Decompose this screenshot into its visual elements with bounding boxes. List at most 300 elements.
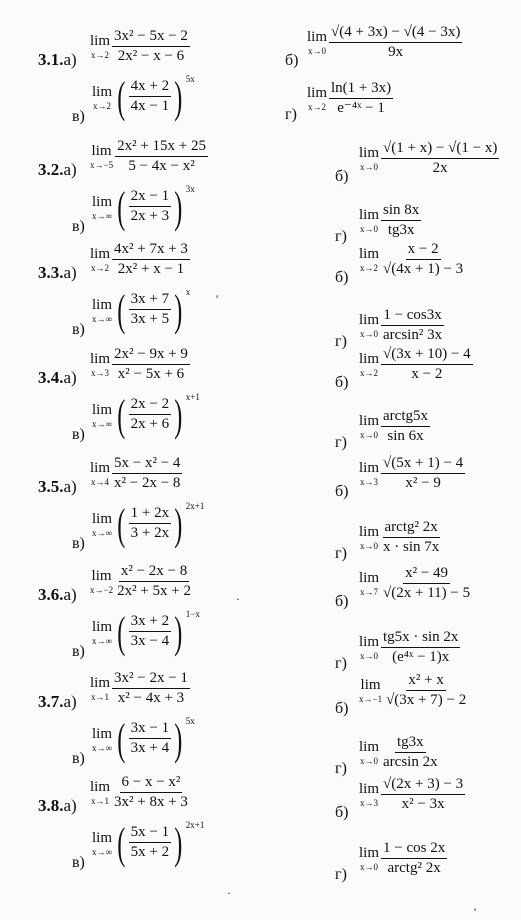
limit-operator (359, 313, 379, 339)
lim-subscript: x→2 (91, 49, 109, 60)
lim-subscript: x→0 (360, 540, 378, 551)
sub-label-g: г) (335, 866, 347, 883)
fraction (381, 629, 460, 667)
fraction (129, 613, 171, 651)
limit-expression (359, 408, 430, 446)
limit-expression (359, 519, 441, 557)
sub-label-g: г) (335, 333, 347, 350)
sub-label-g: г) (335, 545, 347, 562)
lim-subscript: x→1 (91, 691, 109, 702)
denominator: x² − 4x + 3 (117, 690, 185, 707)
fraction (329, 80, 393, 118)
limit-expression (90, 346, 190, 384)
limit-expression (90, 28, 190, 66)
limit-operator (92, 620, 112, 646)
sub-label-b: б) (335, 483, 349, 500)
exponent: 2x+1 (185, 501, 205, 511)
parenthesized-power (114, 183, 195, 232)
left-paren: ( (117, 608, 126, 657)
numerator: √(2x + 3) − 3 (381, 776, 465, 795)
numerator: 1 − cos3x (381, 307, 443, 326)
limit-expression (90, 774, 190, 812)
left-paren: ( (117, 391, 126, 440)
fraction (381, 241, 465, 279)
numerator: 3x² − 5x − 2 (112, 28, 190, 47)
lim-word: lim (91, 567, 112, 584)
fraction (115, 563, 193, 601)
limit-expression (359, 455, 465, 493)
right-paren: ) (174, 391, 183, 440)
problem-number (38, 477, 77, 497)
limit-expression (359, 202, 421, 240)
limit-expression (359, 565, 472, 603)
lim-word: lim (359, 311, 380, 328)
fraction (381, 734, 440, 772)
sub-label-b: б) (335, 804, 349, 821)
right-paren: ) (174, 500, 183, 549)
fraction (129, 720, 171, 758)
lim-word: lim (359, 459, 380, 476)
sub-label-b: б) (335, 269, 349, 286)
scan-speck: · (236, 592, 240, 606)
lim-subscript: x→3 (360, 797, 378, 808)
lim-subscript: x→∞ (92, 527, 112, 538)
lim-subscript: x→0 (360, 861, 378, 872)
limit-expression (92, 391, 200, 440)
denominator: e⁻⁴ˣ − 1 (337, 100, 385, 117)
sub-label-v: в) (72, 854, 85, 871)
limit-expression (92, 73, 195, 122)
exponent: 5x (185, 74, 195, 84)
left-paren: ( (117, 819, 126, 868)
numerator: √(1 + x) − √(1 − x) (381, 140, 499, 159)
limit-expression (359, 307, 444, 345)
sub-label-v: в) (72, 108, 85, 125)
right-paren: ) (174, 819, 183, 868)
denominator: 9x (388, 44, 404, 61)
lim-subscript: x→0 (360, 161, 378, 172)
lim-subscript: x→2 (93, 100, 111, 111)
lim-word: lim (307, 28, 328, 45)
limit-expression (92, 608, 200, 657)
lim-subscript: x→∞ (92, 846, 112, 857)
exponent: 3x (185, 184, 195, 194)
lim-word: lim (359, 412, 380, 429)
problem-number (38, 368, 77, 388)
lim-subscript: x→7 (360, 586, 378, 597)
denominator: 2x² + 5x + 2 (117, 583, 191, 600)
numerator: x² + x (406, 672, 445, 691)
fraction (381, 307, 444, 345)
denominator: sin 6x (387, 428, 424, 445)
sub-label-v: в) (72, 643, 85, 660)
limit-expression (359, 840, 447, 878)
exponent: x+1 (185, 392, 200, 402)
lim-word: lim (360, 676, 381, 693)
limit-expression (90, 455, 182, 493)
left-paren: ( (117, 286, 126, 335)
fraction (329, 24, 462, 62)
denominator: x² − 3x (401, 796, 445, 813)
denominator: 2x² − x − 6 (117, 48, 185, 65)
scan-speck: · (227, 886, 231, 900)
lim-subscript: x→0 (360, 223, 378, 234)
denominator: arctg² 2x (387, 860, 441, 877)
limit-expression (90, 670, 190, 708)
numerator: tg5x · sin 2x (381, 629, 460, 648)
lim-subscript: x→0 (308, 45, 326, 56)
fraction (129, 188, 171, 226)
numerator: 6 − x − x² (120, 774, 183, 793)
problem-number-text: 3.6. (38, 585, 64, 604)
lim-word: lim (359, 738, 380, 755)
limit-operator (90, 676, 110, 702)
lim-word: lim (92, 83, 113, 100)
parenthesized-power (114, 608, 200, 657)
fraction (115, 138, 208, 176)
sub-label-g: г) (335, 228, 347, 245)
numerator: 5x − x² − 4 (112, 455, 182, 474)
denominator: 3x − 4 (130, 633, 170, 650)
lim-word: lim (90, 459, 111, 476)
lim-subscript: x→∞ (92, 742, 112, 753)
problem-number-text: 3.4. (38, 368, 64, 387)
limit-operator (359, 146, 379, 172)
numerator: 4x + 2 (129, 78, 171, 97)
limit-expression (92, 715, 195, 764)
problem-number (38, 160, 77, 180)
lim-subscript: x→4 (91, 476, 109, 487)
sub-label-a: а) (63, 692, 77, 711)
sub-label-v: в) (72, 750, 85, 767)
sub-label-v: в) (72, 321, 85, 338)
limit-operator (92, 403, 112, 429)
sub-label-b: б) (335, 168, 349, 185)
lim-subscript: x→−5 (90, 159, 114, 170)
sub-label-a: а) (63, 160, 77, 179)
sub-label-g: г) (335, 655, 347, 672)
denominator: (e⁴ˣ − 1)x (392, 649, 450, 666)
limit-operator (92, 831, 112, 857)
sub-label-a: а) (63, 477, 77, 496)
fraction (381, 346, 473, 384)
limit-operator (359, 247, 379, 273)
denominator: x² − 5x + 6 (117, 366, 185, 383)
fraction (129, 78, 171, 116)
lim-word: lim (359, 780, 380, 797)
limit-operator (359, 461, 379, 487)
limit-expression (359, 776, 465, 814)
numerator: 2x² − 9x + 9 (112, 346, 190, 365)
denominator: 2x + 6 (130, 416, 170, 433)
numerator: √(3x + 10) − 4 (381, 346, 473, 365)
denominator: 2x (432, 160, 448, 177)
numerator: arctg5x (381, 408, 430, 427)
left-paren: ( (117, 500, 126, 549)
limit-operator (90, 247, 110, 273)
numerator: x² − 49 (403, 565, 450, 584)
limit-operator (90, 34, 110, 60)
problem-number-text: 3.3. (38, 263, 64, 282)
sub-label-b: б) (335, 374, 349, 391)
sub-label-a: а) (63, 368, 77, 387)
lim-word: lim (359, 633, 380, 650)
limit-expression (359, 629, 460, 667)
limit-operator (92, 298, 112, 324)
limit-operator (92, 195, 112, 221)
limit-operator (359, 208, 379, 234)
fraction (129, 505, 171, 543)
limit-operator (359, 525, 379, 551)
numerator: arctg² 2x (383, 519, 440, 538)
limit-operator (90, 780, 110, 806)
fraction (112, 455, 182, 493)
lim-subscript: x→0 (360, 429, 378, 440)
limit-expression (359, 346, 473, 384)
lim-word: lim (359, 523, 380, 540)
limit-operator (359, 414, 379, 440)
limit-operator (307, 86, 327, 112)
problem-number (38, 263, 77, 283)
sub-label-a: а) (63, 50, 77, 69)
parenthesized-power (114, 715, 195, 764)
limit-operator (359, 571, 379, 597)
right-paren: ) (174, 73, 183, 122)
sub-label-a: а) (63, 263, 77, 282)
limit-operator (307, 30, 327, 56)
left-paren: ( (117, 73, 126, 122)
problem-number-text: 3.2. (38, 160, 64, 179)
fraction (129, 291, 171, 329)
numerator: √(5x + 1) − 4 (381, 455, 465, 474)
numerator: sin 8x (381, 202, 421, 221)
denominator: 3x + 4 (130, 740, 170, 757)
limit-expression (90, 563, 193, 601)
lim-word: lim (92, 401, 113, 418)
limit-operator (90, 144, 113, 170)
right-paren: ) (174, 608, 183, 657)
lim-word: lim (359, 844, 380, 861)
problem-number (38, 692, 77, 712)
fraction (112, 241, 190, 279)
lim-subscript: x→0 (360, 650, 378, 661)
fraction (129, 396, 171, 434)
lim-subscript: x→∞ (92, 313, 112, 324)
sub-label-b: б) (285, 52, 299, 69)
sub-label-g: г) (335, 434, 347, 451)
sub-label-v: в) (72, 535, 85, 552)
lim-word: lim (92, 725, 113, 742)
denominator: 3 + 2x (130, 525, 170, 542)
exponent: x (185, 287, 191, 297)
limit-operator (359, 782, 379, 808)
denominator: 2x² + x − 1 (117, 261, 185, 278)
parenthesized-power (114, 819, 205, 868)
exponent: 5x (185, 716, 195, 726)
lim-word: lim (90, 245, 111, 262)
lim-word: lim (92, 829, 113, 846)
lim-subscript: x→−2 (90, 584, 114, 595)
lim-subscript: x→∞ (92, 635, 112, 646)
limit-operator (90, 352, 110, 378)
limit-expression (92, 819, 205, 868)
lim-subscript: x→3 (91, 367, 109, 378)
left-paren: ( (117, 183, 126, 232)
denominator: x² − 2x − 8 (114, 475, 181, 492)
lim-subscript: x→0 (360, 755, 378, 766)
lim-word: lim (90, 350, 111, 367)
lim-subscript: x→1 (91, 795, 109, 806)
fraction (112, 346, 190, 384)
limit-expression (92, 183, 195, 232)
limit-expression (307, 80, 393, 118)
numerator: tg3x (395, 734, 426, 753)
denominator: √(2x + 11) − 5 (383, 585, 471, 602)
denominator: √(3x + 7) − 2 (386, 692, 467, 709)
fraction (381, 776, 465, 814)
denominator: x − 2 (411, 366, 443, 383)
exponent: 2x+1 (185, 820, 205, 830)
limit-operator (359, 846, 379, 872)
limit-operator (92, 727, 112, 753)
numerator: 3x − 1 (129, 720, 171, 739)
numerator: 2x² + 15x + 25 (115, 138, 208, 157)
exponent: 1−x (185, 609, 200, 619)
sub-label-v: в) (72, 426, 85, 443)
lim-subscript: x→2 (360, 367, 378, 378)
fraction (129, 824, 171, 862)
lim-subscript: x→0 (360, 328, 378, 339)
lim-word: lim (359, 206, 380, 223)
lim-subscript: x→2 (91, 262, 109, 273)
numerator: 3x + 7 (129, 291, 171, 310)
parenthesized-power (114, 286, 191, 335)
denominator: arcsin² 3x (383, 327, 443, 344)
limit-operator (359, 352, 379, 378)
sub-label-v: в) (72, 218, 85, 235)
lim-word: lim (359, 144, 380, 161)
denominator: tg3x (387, 222, 415, 239)
fraction (384, 672, 468, 710)
denominator: √(4x + 1) − 3 (383, 261, 464, 278)
limit-operator (359, 740, 379, 766)
numerator: 1 + 2x (129, 505, 171, 524)
fraction (112, 774, 190, 812)
sub-label-b: б) (335, 593, 349, 610)
problem-number (38, 796, 77, 816)
problem-number-text: 3.8. (38, 796, 64, 815)
denominator: 4x − 1 (130, 98, 170, 115)
fraction (112, 670, 190, 708)
lim-word: lim (90, 778, 111, 795)
problem-number-text: 3.5. (38, 477, 64, 496)
lim-word: lim (359, 350, 380, 367)
lim-word: lim (359, 569, 380, 586)
problem-number (38, 585, 77, 605)
problem-number (38, 50, 77, 70)
limit-expression (359, 734, 440, 772)
lim-subscript: x→2 (308, 101, 326, 112)
denominator: 3x + 5 (130, 311, 170, 328)
sub-label-a: а) (63, 585, 77, 604)
fraction (381, 519, 441, 557)
scan-speck: ' (474, 905, 477, 919)
parenthesized-power (114, 391, 200, 440)
lim-word: lim (92, 296, 113, 313)
limit-expression (90, 138, 208, 176)
lim-word: lim (92, 618, 113, 635)
lim-subscript: x→∞ (92, 210, 112, 221)
sub-label-g: г) (285, 106, 297, 123)
numerator: √(4 + 3x) − √(4 − 3x) (329, 24, 462, 43)
problem-number-text: 3.1. (38, 50, 64, 69)
numerator: 1 − cos 2x (381, 840, 447, 859)
lim-word: lim (90, 674, 111, 691)
fraction (381, 455, 465, 493)
fraction (112, 28, 190, 66)
lim-word: lim (359, 245, 380, 262)
limit-operator (90, 461, 110, 487)
numerator: 2x − 2 (129, 396, 171, 415)
denominator: x² − 9 (405, 475, 441, 492)
lim-word: lim (91, 142, 112, 159)
numerator: 4x² + 7x + 3 (112, 241, 190, 260)
lim-word: lim (92, 193, 113, 210)
numerator: 5x − 1 (129, 824, 171, 843)
limit-operator (359, 678, 382, 704)
limit-operator (90, 569, 113, 595)
parenthesized-power (114, 500, 205, 549)
right-paren: ) (174, 715, 183, 764)
lim-subscript: x→3 (360, 476, 378, 487)
limit-operator (359, 635, 379, 661)
limit-operator (92, 85, 112, 111)
sub-label-g: г) (335, 760, 347, 777)
sub-label-b: б) (335, 700, 349, 717)
fraction (381, 140, 499, 178)
denominator: x · sin 7x (383, 539, 440, 556)
left-paren: ( (117, 715, 126, 764)
limit-expression (359, 241, 465, 279)
numerator: 2x − 1 (129, 188, 171, 207)
parenthesized-power (114, 73, 195, 122)
denominator: arcsin 2x (383, 754, 438, 771)
fraction (381, 565, 472, 603)
lim-word: lim (92, 510, 113, 527)
fraction (381, 202, 421, 240)
lim-word: lim (90, 32, 111, 49)
limit-operator (92, 512, 112, 538)
limit-expression (92, 500, 205, 549)
numerator: x − 2 (406, 241, 441, 260)
limit-expression (359, 672, 468, 710)
fraction (381, 840, 447, 878)
sub-label-a: а) (63, 796, 77, 815)
right-paren: ) (174, 183, 183, 232)
denominator: 5x + 2 (130, 844, 170, 861)
lim-subscript: x→∞ (92, 418, 112, 429)
limit-expression (90, 241, 190, 279)
scan-speck: ' (216, 292, 219, 306)
denominator: 2x + 3 (130, 208, 170, 225)
limit-expression (359, 140, 499, 178)
fraction (381, 408, 430, 446)
numerator: 3x + 2 (129, 613, 171, 632)
lim-word: lim (307, 84, 328, 101)
numerator: x² − 2x − 8 (119, 563, 189, 582)
numerator: 3x² − 2x − 1 (112, 670, 190, 689)
limit-expression (307, 24, 462, 62)
